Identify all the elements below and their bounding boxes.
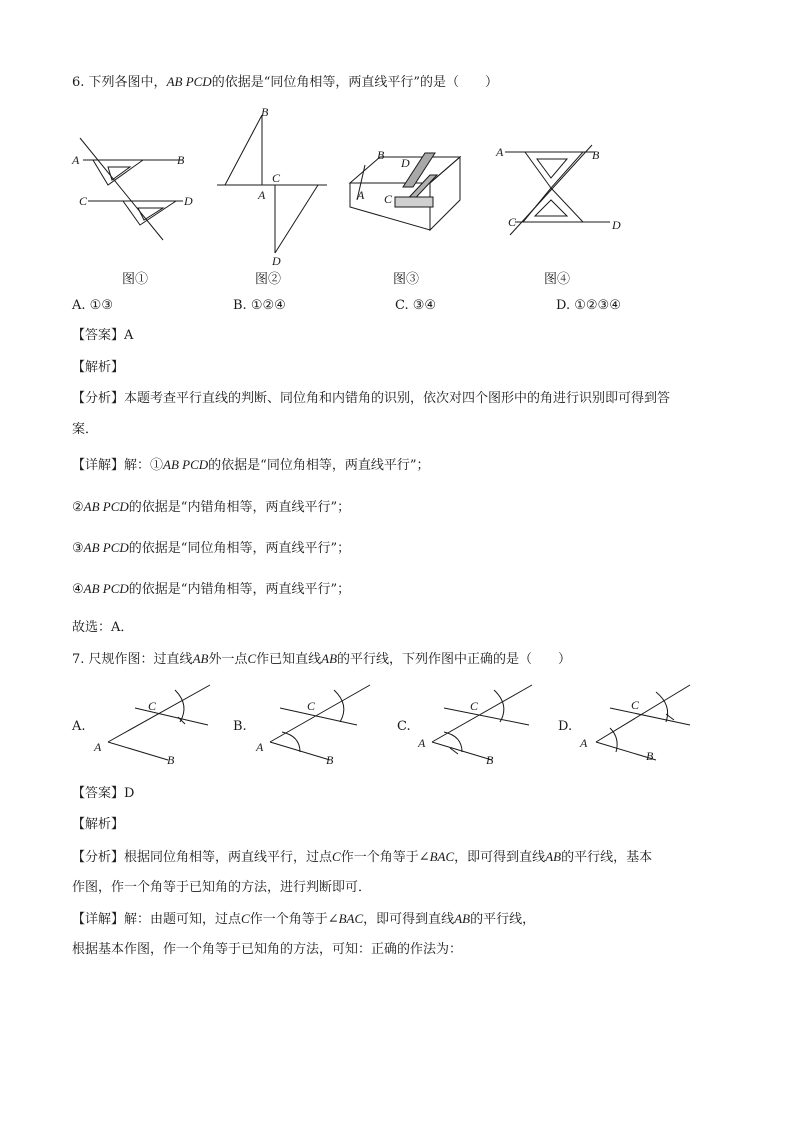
q7-analysis-tag: 【解析】 [72, 817, 125, 832]
q6-analysis-tag: 【解析】 [72, 360, 125, 375]
q6-figure-4 [495, 140, 630, 240]
q6-detail-prefix-1: 解：① [124, 458, 164, 473]
q7-fenxi-ab: AB [545, 849, 562, 864]
q6-option-c[interactable] [395, 297, 436, 315]
q7-option-a-letter[interactable]: A. [72, 719, 86, 734]
q6-detail-math-3: AB PCD [83, 540, 129, 555]
q6-option-c-letter: C. [395, 298, 409, 313]
q6-option-a-letter: A. [72, 298, 86, 313]
q6-detail-math-2: AB PCD [83, 499, 129, 514]
q7a-label-c: C [148, 699, 157, 713]
q7-answer-tag: 【答案】 [72, 786, 125, 801]
q7-option-c-figure[interactable] [414, 680, 544, 770]
fig4-label-c: C [508, 215, 517, 229]
q7-detail-ab: AB [454, 911, 471, 926]
fig2-label-d: D [272, 254, 281, 268]
q6-detail-text-4: 的依据是“内错角相等，两直线平行”； [128, 582, 351, 597]
fig2-label-c: C [272, 171, 281, 185]
q7c-label-c: C [470, 699, 479, 713]
q7-stem-c: 作已知直线 [256, 652, 322, 667]
q7-number: 7. [72, 652, 85, 667]
q6-detail-prefix-2: ② [72, 500, 84, 515]
q7-fenxi-b: 作一个角等于 [340, 850, 419, 865]
q7-fenxi-a: 根据同位角相等，两直线平行，过点 [124, 850, 333, 865]
q6-number: 6. [72, 75, 85, 90]
q6-detail-line2 [72, 498, 350, 517]
q6-stem-post: 的依据是“同位角相等，两直线平行”的是（ ） [211, 75, 498, 90]
q7d-label-b: B [646, 749, 654, 763]
fig1-label-d: D [184, 194, 193, 208]
q6-detail-math-4: AB PCD [83, 581, 129, 596]
fig3-label-c: C [384, 192, 393, 206]
q7-stem [72, 650, 571, 669]
q6-option-d-letter: D. [556, 298, 571, 313]
q6-option-b[interactable] [233, 297, 286, 315]
q7-detail-a: 解：由题可知，过点 [124, 912, 242, 927]
q6-figure-2 [215, 105, 335, 270]
q7-fenxi-angle: ∠BAC [418, 849, 455, 864]
q7-detail-e: 的平行线， [470, 912, 536, 927]
q7-detail-b: 作一个角等于 [249, 912, 328, 927]
fig2-label-b: B [261, 105, 269, 119]
q7-option-d-figure[interactable] [578, 680, 708, 770]
fig4-label-b: B [592, 148, 600, 162]
fig1-label-b: B [177, 153, 185, 167]
q7-detail-c: C [241, 911, 250, 926]
q7a-label-a: A [94, 740, 102, 754]
q7-stem-c-point: C [247, 651, 257, 666]
q6-stem-math: AB PCD [166, 74, 212, 89]
fig1-label-c: C [79, 194, 88, 208]
fig1-label-a: A [72, 153, 80, 167]
q7c-label-b: B [486, 753, 494, 767]
q6-conclusion: 故选：A． [72, 620, 134, 635]
q6-fig3-caption: 图③ [393, 272, 420, 287]
q7c-label-a: A [418, 736, 426, 750]
q6-option-a-text: ①③ [89, 298, 113, 313]
q6-detail-tag: 【详解】 [72, 458, 125, 473]
q7-option-c-letter[interactable]: C. [397, 719, 411, 734]
q6-stem-pre: 下列各图中， [88, 75, 167, 90]
q7d-label-c: C [631, 698, 640, 712]
q6-option-d[interactable] [556, 297, 621, 315]
fig3-label-d: D [401, 156, 410, 170]
q6-stem [72, 73, 498, 92]
q7-option-d-letter[interactable]: D. [558, 719, 573, 734]
fig2-label-a: A [258, 188, 266, 202]
q6-detail-line1 [72, 456, 429, 475]
q7-detail-angle: ∠BAC [327, 911, 364, 926]
q6-answer-value: A [124, 328, 134, 343]
q6-answer-tag: 【答案】 [72, 328, 125, 343]
q6-option-c-text: ③④ [412, 298, 437, 313]
q7-stem-d: 的平行线，下列作图中正确的是（ ） [337, 652, 572, 667]
q7-option-a-figure[interactable] [90, 680, 220, 770]
fig4-label-a: A [496, 145, 504, 159]
q6-option-b-text: ①②④ [250, 298, 286, 313]
q6-figure-1 [68, 130, 198, 245]
q7-fenxi-tag: 【分析】 [72, 850, 125, 865]
q6-detail-prefix-3: ③ [72, 541, 84, 556]
q6-detail-text-3: 的依据是“同位角相等，两直线平行”； [128, 541, 351, 556]
q7-fenxi-line2: 作图，作一个角等于已知角的方法，进行判断即可． [72, 880, 372, 895]
q6-fenxi-text1: 本题考查平行直线的判断、同位角和内错角的识别，依次对四个图形中的角进行识别即可得到答 [124, 391, 671, 406]
q7-fenxi-line1 [72, 848, 652, 867]
q7d-label-a: A [580, 736, 588, 750]
q7-detail-line2: 根据基本作图，作一个角等于已知角的方法，可知：正确的作法为： [72, 942, 463, 957]
q7-stem-b: 外一点 [208, 652, 248, 667]
q6-detail-text-1: 的依据是“同位角相等，两直线平行”； [208, 458, 430, 473]
q6-detail-text-2: 的依据是“内错角相等，两直线平行”； [128, 500, 351, 515]
q6-fig1-caption: 图① [122, 272, 149, 287]
q7-detail-tag: 【详解】 [72, 912, 125, 927]
q6-option-d-text: ①②③④ [574, 298, 621, 313]
q6-detail-line3 [72, 539, 350, 558]
q6-detail-prefix-4: ④ [72, 582, 84, 597]
q6-fenxi-line1 [72, 390, 670, 408]
fig3-label-b: B [377, 148, 385, 162]
q7-answer-value: D [124, 786, 135, 801]
q7-stem-ab2: AB [321, 651, 338, 666]
q6-fig4-caption: 图④ [544, 272, 571, 287]
q7-stem-ab1: AB [192, 651, 209, 666]
q7b-label-c: C [307, 699, 316, 713]
q6-figure-3 [345, 145, 465, 235]
q6-fenxi-tag: 【分析】 [72, 391, 125, 406]
q6-option-a[interactable] [72, 297, 113, 315]
q6-fenxi-line2: 案． [72, 422, 99, 437]
q6-detail-line4 [72, 580, 350, 599]
q7b-label-b: B [326, 753, 334, 767]
q7-fenxi-c: C [332, 849, 341, 864]
q7-fenxi-e: 的平行线，基本 [561, 850, 653, 865]
q7a-label-b: B [167, 753, 175, 767]
fig4-label-d: D [612, 218, 621, 232]
q7-stem-a: 尺规作图：过直线 [88, 652, 193, 667]
q6-answer [72, 327, 133, 345]
q7-detail-d: ，即可得到直线 [363, 912, 455, 927]
q7-answer [72, 785, 134, 803]
q6-detail-math-1: AB PCD [163, 457, 209, 472]
q6-option-b-letter: B. [233, 298, 247, 313]
q6-fig2-caption: 图② [255, 272, 282, 287]
fig3-label-a: A [357, 188, 365, 202]
q7-fenxi-d: ，即可得到直线 [454, 850, 546, 865]
q7-option-b-letter[interactable]: B. [233, 719, 247, 734]
q7-option-b-figure[interactable] [252, 680, 382, 770]
q7b-label-a: A [256, 740, 264, 754]
q7-detail-line1 [72, 910, 535, 929]
